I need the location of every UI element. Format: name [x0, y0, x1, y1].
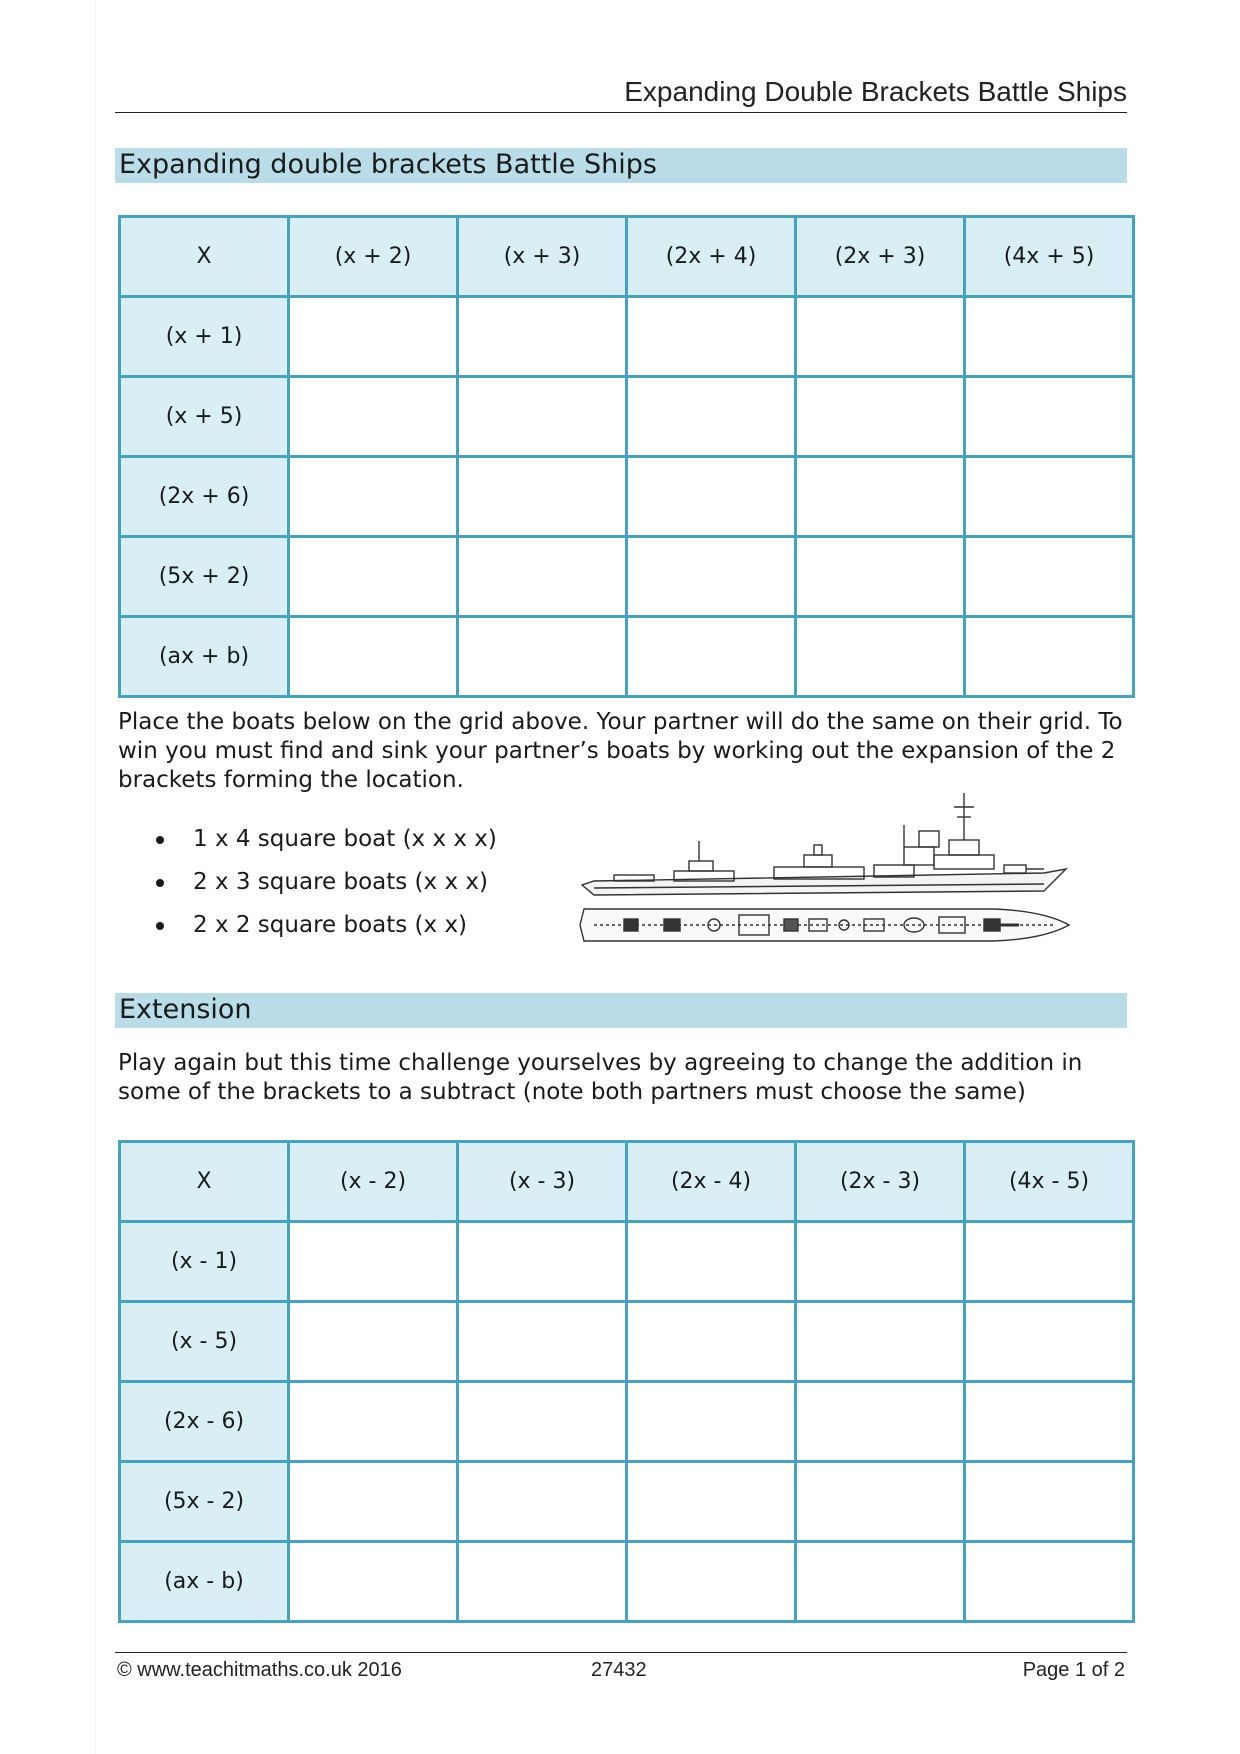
grid-row-header: (2x - 6) [120, 1382, 289, 1462]
boat-label: 2 x 3 square boats (x x x) [193, 869, 488, 895]
extension-paragraph: Play again but this time challenge yourselves by agreeing to change the addition in some of the brackets to a subtract (note both partners must choose the same) [118, 1050, 1083, 1105]
battleship-illustration-icon [574, 785, 1074, 955]
grid-cell[interactable] [458, 1382, 627, 1462]
battleship-grid-addition [118, 215, 1135, 698]
grid-cell[interactable] [627, 457, 796, 537]
grid-column-header: (2x - 3) [796, 1142, 965, 1222]
section-title-extension: Extension [119, 994, 252, 1025]
grid-cell[interactable] [458, 297, 627, 377]
boat-label: 2 x 2 square boats (x x) [193, 912, 468, 938]
bullet-icon [156, 879, 164, 887]
grid-cell[interactable] [289, 1382, 458, 1462]
grid-cell[interactable] [627, 377, 796, 457]
bullet-icon [156, 922, 164, 930]
grid-cell[interactable] [458, 1302, 627, 1382]
grid-row [120, 377, 1134, 457]
grid-cell[interactable] [289, 1462, 458, 1542]
grid-row [120, 1302, 1134, 1382]
grid-cell[interactable] [289, 1302, 458, 1382]
grid-cell[interactable] [458, 1222, 627, 1302]
footer-page-number: Page 1 of 2 [1022, 1659, 1125, 1681]
grid-row [120, 1542, 1134, 1622]
grid-cell[interactable] [796, 1302, 965, 1382]
section-bar-extension [115, 993, 1127, 1028]
list-item [150, 861, 497, 904]
grid-cell[interactable] [458, 1462, 627, 1542]
grid-cell[interactable] [627, 1302, 796, 1382]
grid-row [120, 537, 1134, 617]
grid-cell[interactable] [965, 1462, 1134, 1542]
grid-cell[interactable] [627, 297, 796, 377]
grid-cell[interactable] [458, 617, 627, 697]
grid-cell[interactable] [965, 1542, 1134, 1622]
page-footer [115, 1652, 1127, 1687]
footer-copyright: © www.teachitmaths.co.uk 2016 [117, 1659, 402, 1681]
boat-list [150, 818, 497, 947]
grid-header-row [120, 217, 1134, 297]
grid-corner-label: X [120, 1142, 289, 1222]
grid-row-header: (5x + 2) [120, 537, 289, 617]
grid-row-header: (x + 5) [120, 377, 289, 457]
list-item [150, 904, 497, 947]
grid-column-header: (2x - 4) [627, 1142, 796, 1222]
grid-cell[interactable] [965, 297, 1134, 377]
grid-cell[interactable] [627, 1382, 796, 1462]
grid-cell[interactable] [796, 1462, 965, 1542]
battleship-grid-subtraction [118, 1140, 1135, 1623]
grid-column-header: (x + 2) [289, 217, 458, 297]
grid-row-header: (x - 1) [120, 1222, 289, 1302]
page-edge-divider [95, 0, 96, 1754]
grid-cell[interactable] [289, 377, 458, 457]
bullet-icon [156, 836, 164, 844]
grid-cell[interactable] [458, 457, 627, 537]
grid-cell[interactable] [796, 617, 965, 697]
grid-cell[interactable] [458, 377, 627, 457]
footer-code: 27432 [591, 1659, 647, 1681]
grid-cell[interactable] [965, 1222, 1134, 1302]
section-bar-main [115, 148, 1127, 183]
list-item [150, 818, 497, 861]
grid-row-header: (2x + 6) [120, 457, 289, 537]
grid-cell[interactable] [627, 1542, 796, 1622]
grid-row [120, 1222, 1134, 1302]
grid-cell[interactable] [796, 297, 965, 377]
grid-column-header: (4x - 5) [965, 1142, 1134, 1222]
grid-header-row [120, 1142, 1134, 1222]
grid-cell[interactable] [796, 377, 965, 457]
grid-cell[interactable] [796, 537, 965, 617]
header-title: Expanding Double Brackets Battle Ships [624, 76, 1127, 107]
grid-row-header: (5x - 2) [120, 1462, 289, 1542]
grid-column-header: (x - 2) [289, 1142, 458, 1222]
grid-row-header: (x + 1) [120, 297, 289, 377]
grid-row [120, 297, 1134, 377]
grid-cell[interactable] [289, 617, 458, 697]
grid-row-header: (ax + b) [120, 617, 289, 697]
grid-column-header: (x + 3) [458, 217, 627, 297]
grid-cell[interactable] [965, 617, 1134, 697]
grid-row [120, 457, 1134, 537]
grid-cell[interactable] [627, 617, 796, 697]
grid-column-header: (x - 3) [458, 1142, 627, 1222]
grid-cell[interactable] [965, 457, 1134, 537]
grid-row [120, 1382, 1134, 1462]
grid-column-header: (4x + 5) [965, 217, 1134, 297]
grid-row [120, 1462, 1134, 1542]
grid-cell[interactable] [289, 537, 458, 617]
grid-cell[interactable] [627, 537, 796, 617]
grid-cell[interactable] [627, 1462, 796, 1542]
grid-cell[interactable] [627, 1222, 796, 1302]
grid-cell[interactable] [289, 297, 458, 377]
grid-cell[interactable] [289, 1542, 458, 1622]
grid-column-header: (2x + 4) [627, 217, 796, 297]
grid-cell[interactable] [965, 1382, 1134, 1462]
boat-label: 1 x 4 square boat (x x x x) [193, 826, 497, 852]
grid-row-header: (ax - b) [120, 1542, 289, 1622]
grid-cell[interactable] [796, 457, 965, 537]
grid-row [120, 617, 1134, 697]
grid-cell[interactable] [796, 1382, 965, 1462]
instructions-paragraph: Place the boats below on the grid above. Your partner will do the same on their grid. To win you must find and sink your partner’s boats by working out the expansion of the 2 brackets forming the location. [118, 709, 1123, 793]
grid-cell[interactable] [289, 1222, 458, 1302]
grid-column-header: (2x + 3) [796, 217, 965, 297]
grid-row-header: (x - 5) [120, 1302, 289, 1382]
section-title-main: Expanding double brackets Battle Ships [119, 149, 657, 180]
grid-cell[interactable] [965, 537, 1134, 617]
grid-cell[interactable] [458, 1542, 627, 1622]
grid-cell[interactable] [458, 537, 627, 617]
grid-cell[interactable] [289, 457, 458, 537]
grid-corner-label: X [120, 217, 289, 297]
grid-cell[interactable] [965, 377, 1134, 457]
grid-cell[interactable] [796, 1542, 965, 1622]
page-header [115, 72, 1127, 113]
grid-cell[interactable] [796, 1222, 965, 1302]
grid-cell[interactable] [965, 1302, 1134, 1382]
